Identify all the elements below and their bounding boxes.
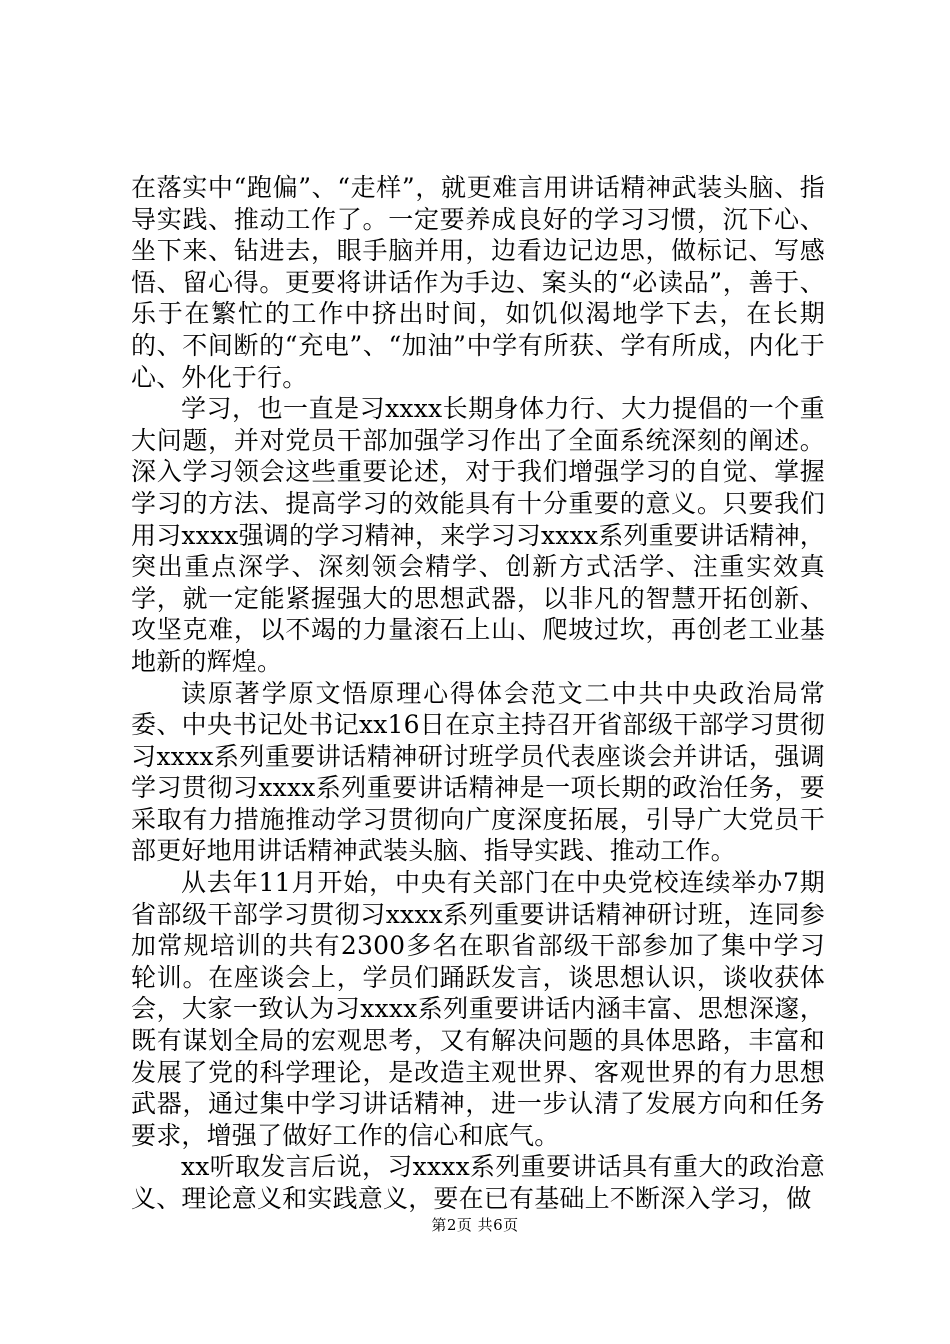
paragraph-1: 在落实中“跑偏”、“走样”，就更难言用讲话精神武装头脑、指导实践、推动工作了。一定要养成良好的学习习惯，沉下心、坐下来、钻进去，眼手脑并用，边看边记边思，做标记、写感悟、留心得。更要将讲话作为手边、案头的“必读品”，善于、乐于在繁忙的工作中挤出时间，如饥似渴地学下去，在长期的、不间断的“充电”、“加油”中学有所获、学有所成，内化于心、外化于行。 xyxy=(131,173,825,392)
paragraph-3: 读原著学原文悟原理心得体会范文二中共中央政治局常委、中央书记处书记xx16日在京主持召开省部级干部学习贯彻习xxxx系列重要讲话精神研讨班学员代表座谈会并讲话，强调学习贯彻习xxxx系列重要讲话精神是一项长期的政治任务，要采取有力措施推动学习贯彻向广度深度拓展，引导广大党员干部更好地用讲话精神武装头脑、指导实践、推动工作。 xyxy=(131,678,825,866)
page-number-footer: 第2页 共6页 xyxy=(431,1216,519,1234)
paragraph-5: xx听取发言后说，习xxxx系列重要讲话具有重大的政治意义、理论意义和实践意义，要在已有基础上不断深入学习，做 xyxy=(131,1152,825,1213)
document-body xyxy=(131,172,825,1215)
paragraph-4: 从去年11月开始，中央有关部门在中央党校连续举办7期省部级干部学习贯彻习xxxx系列重要讲话精神研讨班，连同参加常规培训的共有2300多名在职省部级干部参加了集中学习轮训。在座谈会上，学员们踊跃发言，谈思想认识，谈收获体会，大家一致认为习xxxx系列重要讲话内涵丰富、思想深邃，既有谋划全局的宏观思考，又有解决问题的具体思路，丰富和发展了党的科学理论，是改造主观世界、客观世界的有力思想武器，通过集中学习讲话精神，进一步认清了发展方向和任务要求，增强了做好工作的信心和底气。 xyxy=(131,868,825,1150)
paragraph-2: 学习，也一直是习xxxx长期身体力行、大力提倡的一个重大问题，并对党员干部加强学习作出了全面系统深刻的阐述。深入学习领会这些重要论述，对于我们增强学习的自觉、掌握学习的方法、提高学习的效能具有十分重要的意义。只要我们用习xxxx强调的学习精神，来学习习xxxx系列重要讲话精神，突出重点深学、深刻领会精学、创新方式活学、注重实效真学，就一定能紧握强大的思想武器，以非凡的智慧开拓创新、攻坚克难，以不竭的力量滚石上山、爬坡过坎，再创老工业基地新的辉煌。 xyxy=(131,394,825,676)
